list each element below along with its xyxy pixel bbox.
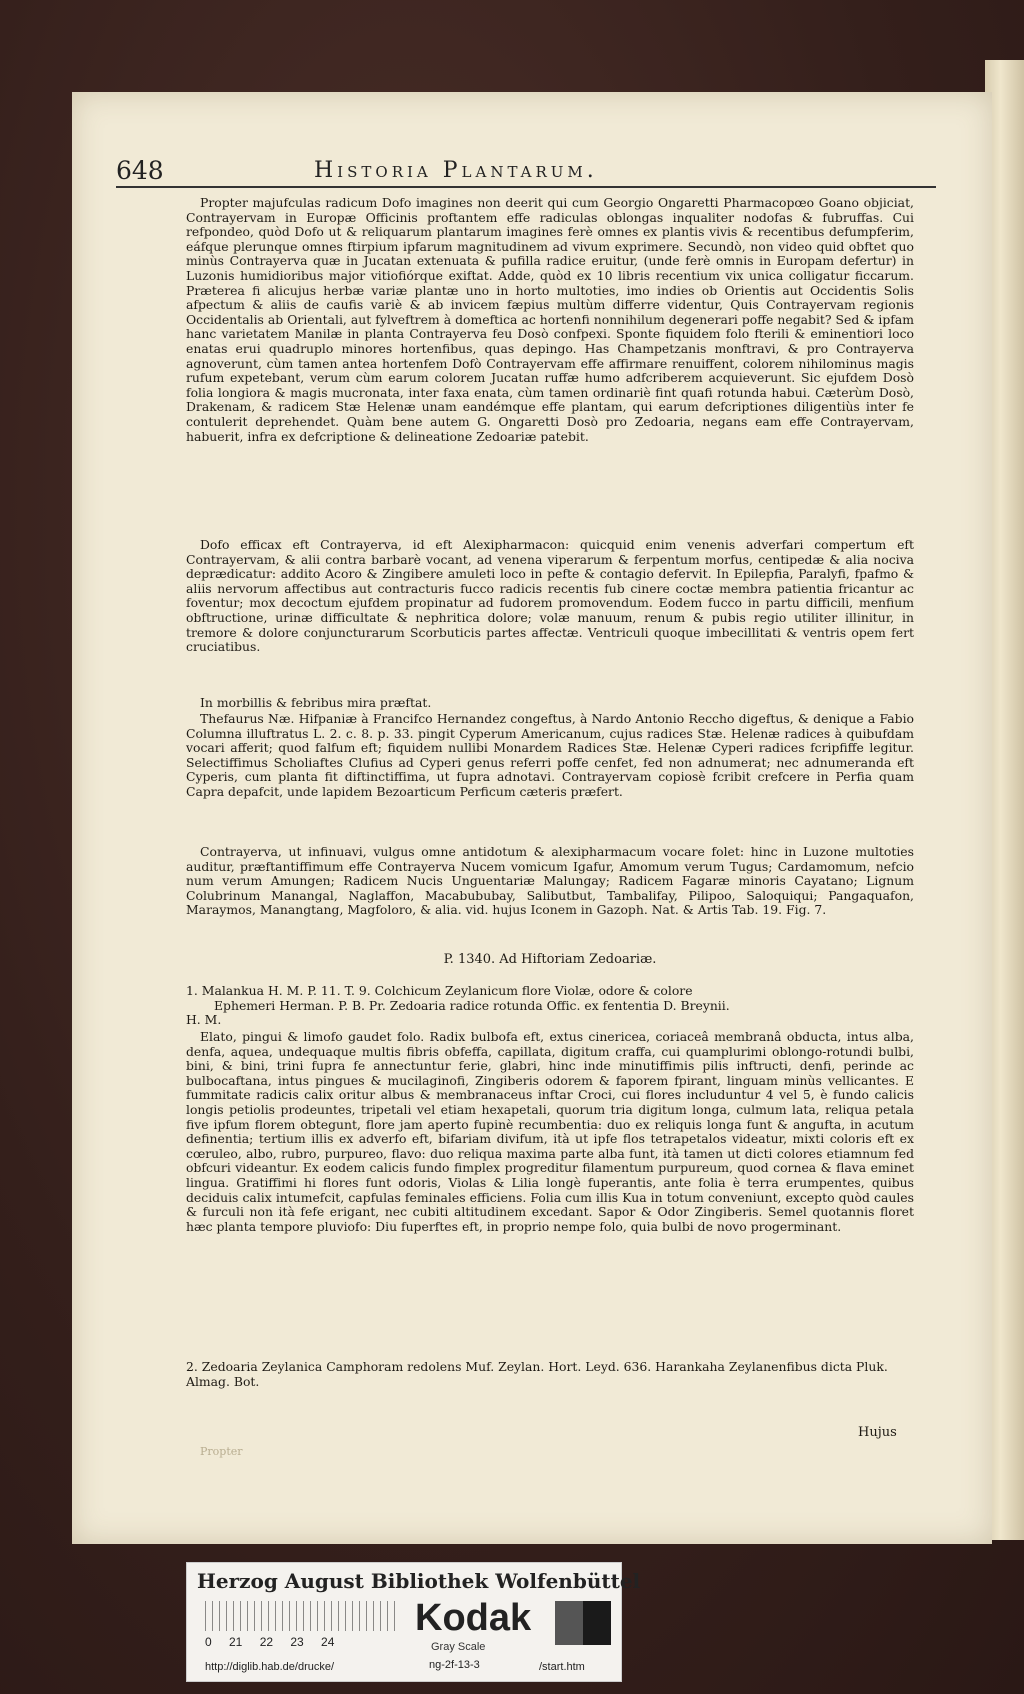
header-rule	[116, 186, 936, 188]
paragraph-description: Elato, pingui & limofo gaudet folo. Radix bulbofa eft, extus cinericea, coriaceâ membranâ obducta, intus alba, denfa, aquea, undequaque multis fibris obfeffa, capillata, digitum craffa, cui quamplurimi oblongo-rotundi bulbi, bini, & bini, trini fupra fe annectuntur ferie, glabri, hinc inde minutiffimis pilis inftructi, denfi, perinde ac bulbocaftana, intus pingues & mucilaginofi, Zingiberis odorem & faporem fpirant, linguam minùs vellicantes. E fummitate radicis calix oritur albus & membranaceus inftar Croci, cui flores includuntur 4 vel 5, è fundo calicis longis petiolis prodeuntes, tripetali vel etiam hexapetali, quorum tria digitum longa, culmum lata, reliqua petala five ipfum florem obtegunt, flore jam aperto fupinè recumbentia: duo ex reliquis longa funt & angufta, in acutum definentia; tertium illis ex adverfo eft, bifariam divifum, ità ut ipfe flos tetrapetalos videatur, mixti coloris eft ex cœruleo, albo, rubro, purpureo, flavo: duo reliqua maxima parte alba funt, ità tamen ut dicti colores etiamnum fed obfcuri videantur. Ex eodem calicis fundo fimplex progreditur filamentum purpureum, quod cornea & flava eminet lingua. Gratiffimi hi flores funt odoris, Violas & Lilia longè fuperantis, ante folia è terra erumpentes, quibus deciduis calix intumefcit, capfulas feminales efficiens. Folia cum illis Kua in totum conveniunt, excepto quòd caules & furculi non ità fefe erigant, nec cubiti altitudinem excedant. Sapor & Odor Zingiberis. Semel quotannis floret hæc planta tempore pluviofo: Diu fuperftes eft, in proprio nempe folo, quia bulbi de novo progerminant.	[186, 1029, 914, 1234]
paragraph-contrayerva-roots: Propter majufculas radicum Dofo imagines non deerit qui cum Georgio Ongaretti Pharmacopœo Goano objiciat, Contrayervam in Europæ Officinis proftantem effe radiculas oblongas inqualiter nodofas & fubruffas. Cui refpondeo, quòd Dofo ut & reliquarum plantarum imagines ferè omnes ex plantis vivis & recentibus defumpferim, eáfque plerunque omnes ftirpium ipfarum magnitudinem ad vivum exprimere. Secundò, non video quid obftet quo minùs Contrayerva quæ in Jucatan extenuata & pufilla radice eruitur, (unde ferè omnis in Europam defertur) in Luzonis humidioribus major vitiofiórque exiftat. Adde, quòd ex 10 libris recentium vix unica colligatur ficcarum. Præterea fi alicujus herbæ variæ plantæ uno in horto multoties, imo indies ob Orientis aut Occidentis Solis afpectum & aliis de caufis variè & ab invicem fæpius multùm differre videntur, Quis Contrayervam regionis Occidentalis ab Orientali, aut fylveftrem à domeftica ac hortenfi nonnihilum degenerari poffe negabit? Sed & ipfam hanc varietatem Manilæ in planta Contrayerva feu Dosò confpexi. Sponte fiquidem folo fterili & eminentiori loco enatas erui quadruplo minores hortenfibus, quas depingo. Has Champetzanis monftravi, & pro Contrayerva agnoverunt, cùm tamen antea hortenfem Dofò Contrayervam effe affirmare renuiffent, colorem nihilominus magis rufum expetebant, verum cùm earum colorem Jucatan ruffæ humo adfcriberem acquieverunt. Sic ejufdem Dosò folia longiora & magis mucronata, inter faxa enata, cùm tamen ordinariè fint quafi rotunda habui. Cæterùm Dosò, Drakenam, & radicem Stæ Helenæ unam eandémque effe plantam, qui earum defcriptiones diligentiùs inter fe contulerit deprehendet. Quàm bene autem G. Ongaretti Dosò pro Zedoaria, negans eam effe Contrayervam, habuerit, infra ex defcriptione & delineatione Zedoariæ patebit.	[186, 195, 914, 444]
page-header	[116, 152, 936, 192]
kodak-logo: Kodak	[415, 1597, 532, 1639]
catchword: Hujus	[858, 1425, 897, 1440]
gray-scale-label: Gray Scale	[431, 1641, 486, 1653]
entry-malankua-line3: H. M.	[186, 1012, 222, 1028]
paragraph-morbillis: In morbillis & febribus mira præftat.	[200, 695, 432, 710]
entry-zedoaria-zeylanica: 2. Zedoaria Zeylanica Camphoram redolens Muf. Zeylan. Hort. Leyd. 636. Harankaha Zeylanenfibus dicta Pluk. Almag. Bot.	[186, 1359, 888, 1389]
paragraph-alexipharmacon: Dofo efficax eft Contrayerva, id eft Alexipharmacon: quicquid enim venenis adverfari compertum eft Contrayervam, & alii contra barbarè vocant, ad venena viperarum & ferpentum morfus, centipedæ & alia nociva deprædicatur: addito Acoro & Zingibere amuleti loco in pefte & contagio defervit. In Epilepfia, Paralyfi, fpafmo & aliis nervorum affectibus aut contracturis fucco radicis recentis fub cinere coctæ membra patientia fricantur ac foventur; mox decoctum ejufdem propinatur ad fudorem promovendum. Eodem fucco in partu difficili, menfium obftructione, urinæ difficultate & nephritica dolore; volæ manuum, renum & pubis regio utiliter illinitur, in tremore & dolore conjuncturarum Scorbuticis partes affectæ. Ventriculi quoque imbecillitati & ventris opem fert cruciatibus.	[186, 537, 914, 655]
paragraph-thesaurus: Thefaurus Næ. Hifpaniæ à Francifco Hernandez congeftus, à Nardo Antonio Reccho digeftus, & denique a Fabio Columna illuftratus L. 2. c. 8. p. 33. pingit Cyperum Americanum, cujus radices Stæ. Helenæ radices à quibufdam vocari afferit; quod falfum eft; fiquidem nullibi Monardem Radices Stæ. Helenæ Cyperi radices fcripfiffe legitur. Selectiffimus Scholiaftes Clufius ad Cyperi genus referri poffe cenfet, fed non adnumerat; nec adnumeranda eft Cyperis, cum planta fit diftinctiffima, ut fupra adnotavi. Contrayervam copiosè fcribit crefcere in Perfia quam Capra depafcit, unde lapidem Bezoarticum Perficum cæteris præfert.	[186, 711, 914, 799]
bleed-through-text: Propter	[200, 1445, 243, 1458]
entry-malankua	[186, 984, 914, 1028]
section-heading-zedoaria: P. 1340. Ad Hiftoriam Zedoariæ.	[443, 952, 657, 967]
start-link: /start.htm	[539, 1661, 585, 1673]
source-url: http://diglib.hab.de/drucke/	[205, 1661, 335, 1673]
paragraph-antidotum: Contrayerva, ut infinuavi, vulgus omne antidotum & alexipharmacum vocare folet: hinc in Luzone multoties auditur, præftantiffimum effe Contrayerva Nucem vomicum Igafur, Amomum verum Tugus; Cardamomum, nefcio num verum Amungen; Radicem Nucis Unguentariæ Malungay; Radicem Fagaræ minoris Cayatano; Lignum Colubrinum Manangal, Naglaffon, Macabububay, Salibutbut, Tambalifay, Pilipoo, Saloquiqui; Pangaquafon, Maraymos, Manangtang, Magfoloro, & alia. vid. hujus Iconem in Gazoph. Nat. & Artis Tab. 19. Fig. 7.	[186, 844, 914, 918]
page-number: 648	[116, 156, 164, 185]
gray-scale-patch	[555, 1601, 611, 1645]
ruler-numbers: 0 21 22 23 24	[205, 1635, 335, 1649]
running-title: Historia Plantarum.	[314, 158, 598, 183]
library-name: Herzog August Bibliothek Wolfenbüttel	[197, 1569, 641, 1593]
ruler-scale	[205, 1601, 401, 1631]
library-color-target	[186, 1562, 641, 1682]
entry-malankua-line1: 1. Malankua H. M. P. 11. T. 9. Colchicum Zeylanicum flore Violæ, odore & colore	[186, 983, 693, 998]
entry-malankua-line2: Ephemeri Herman. P. B. Pr. Zedoaria radice rotunda Offic. ex fententia D. Breynii.	[214, 997, 730, 1013]
shelfmark: ng-2f-13-3	[429, 1659, 480, 1671]
